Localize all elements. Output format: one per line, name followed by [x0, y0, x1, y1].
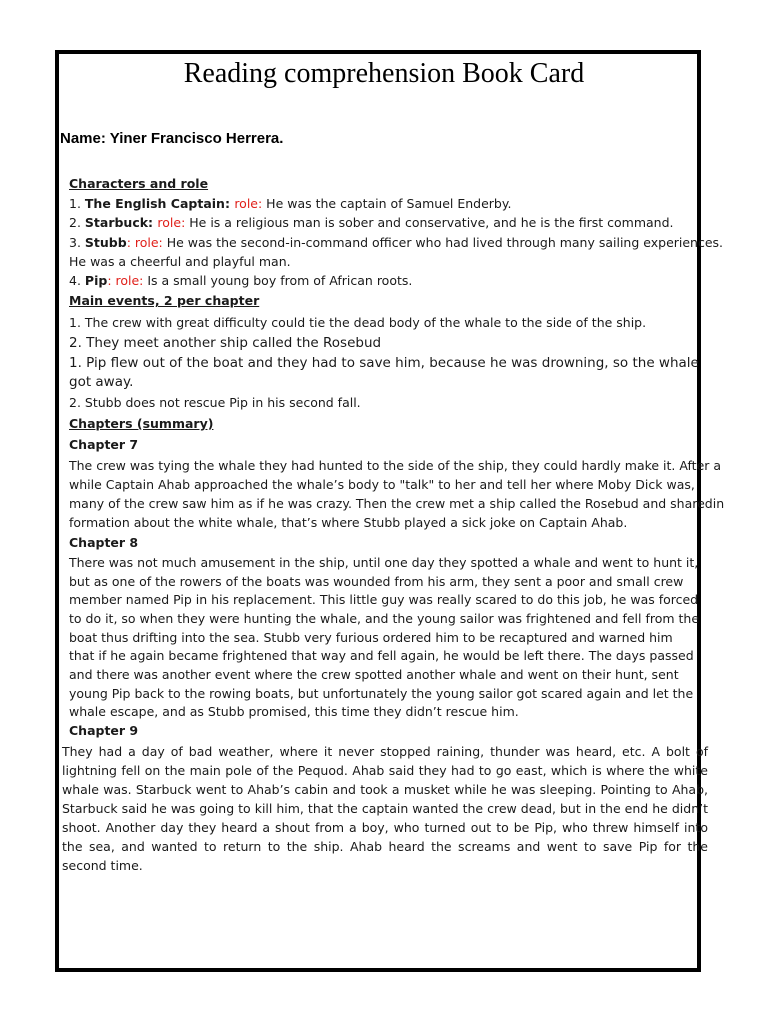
chapter-8-line: but as one of the rowers of the boats was wounded from his arm, they sent a poor and small crew [69, 574, 684, 589]
student-name: Name: Yiner Francisco Herrera. [60, 130, 284, 147]
chapter-8-line: young Pip back to the rowing boats, but unfortunately the young sailor got scared again and let the [69, 686, 694, 701]
chapter-8-line: member named Pip in his replacement. This little guy was really scared to do this job, he was forced [69, 592, 699, 607]
chapter-8-line: that if he again became frightened that way and fell again, he would be left there. The days passed [69, 648, 694, 663]
character-1: 1. The English Captain: role: He was the captain of Samuel Enderby. [69, 196, 512, 211]
chapter-7-line: The crew was tying the whale they had hunted to the side of the ship, they could hardly make it. After a [69, 458, 722, 473]
event-line: 1. The crew with great difficulty could tie the dead body of the whale to the side of the ship. [69, 315, 647, 330]
chapter-8-line: There was not much amusement in the ship, until one day they spotted a whale and went to hunt it, [69, 555, 699, 570]
chapter-8-title: Chapter 8 [69, 535, 139, 550]
chapter-7-line: while Captain Ahab approached the whale’s body to "talk" to her and tell her where Moby Dick was, [69, 477, 695, 492]
chapter-8-line: boat thus drifting into the sea. Stubb very furious ordered him to be recaptured and warned him [69, 630, 673, 645]
characters-heading: Characters and role [69, 176, 209, 191]
chapter-8-line: and there was another event where the crew spotted another whale and went on their hunt, sent [69, 667, 679, 682]
chapters-heading: Chapters (summary) [69, 416, 214, 431]
chapter-9-title: Chapter 9 [69, 723, 139, 738]
chapter-9-text: They had a day of bad weather, where it never stopped raining, thunder was heard, etc. A bolt of lightning fell on the main pole of the Pequod. Ahab said they had to go east, which is where the white whale was. Starbuck went to Ahab’s cabin and took a musket while he was sleeping. Pointing to Ahab, Starbuck said he was going to kill him, that the captain wanted the crew dead, but in the end he didn’t shoot. Another day they heard a shout from a boy, who turned out to be Pip, who threw himself into the sea, and wanted to return to the ship. Ahab heard the screams and went to save Pip for the second time. [62, 744, 708, 873]
character-3-cont: He was a cheerful and playful man. [69, 254, 291, 269]
event-line: 2. They meet another ship called the Rosebud [69, 335, 382, 351]
chapter-7-title: Chapter 7 [69, 437, 139, 452]
character-3: 3. Stubb: role: He was the second-in-command officer who had lived through many sailing experiences. [69, 235, 724, 250]
event-line: got away. [69, 374, 134, 390]
event-line: 2. Stubb does not rescue Pip in his second fall. [69, 395, 361, 410]
character-4: 4. Pip: role: Is a small young boy from of African roots. [69, 273, 413, 288]
page-title: Reading comprehension Book Card [183, 58, 585, 89]
chapter-8-line: whale escape, and as Stubb promised, this time they didn’t rescue him. [69, 704, 519, 719]
character-2: 2. Starbuck: role: He is a religious man is sober and conservative, and he is the first command. [69, 215, 674, 230]
chapter-8-line: to do it, so when they were hunting the whale, and the young sailor was frightened and fell from the [69, 611, 700, 626]
event-line: 1. Pip flew out of the boat and they had to save him, because he was drowning, so the whale [69, 355, 699, 371]
events-heading: Main events, 2 per chapter [69, 293, 260, 308]
chapter-7-line: many of the crew saw him as if he was crazy. Then the crew met a ship called the Rosebud and sharedin [69, 496, 725, 511]
chapter-7-line: formation about the white whale, that’s where Stubb played a sick joke on Captain Ahab. [69, 515, 628, 530]
